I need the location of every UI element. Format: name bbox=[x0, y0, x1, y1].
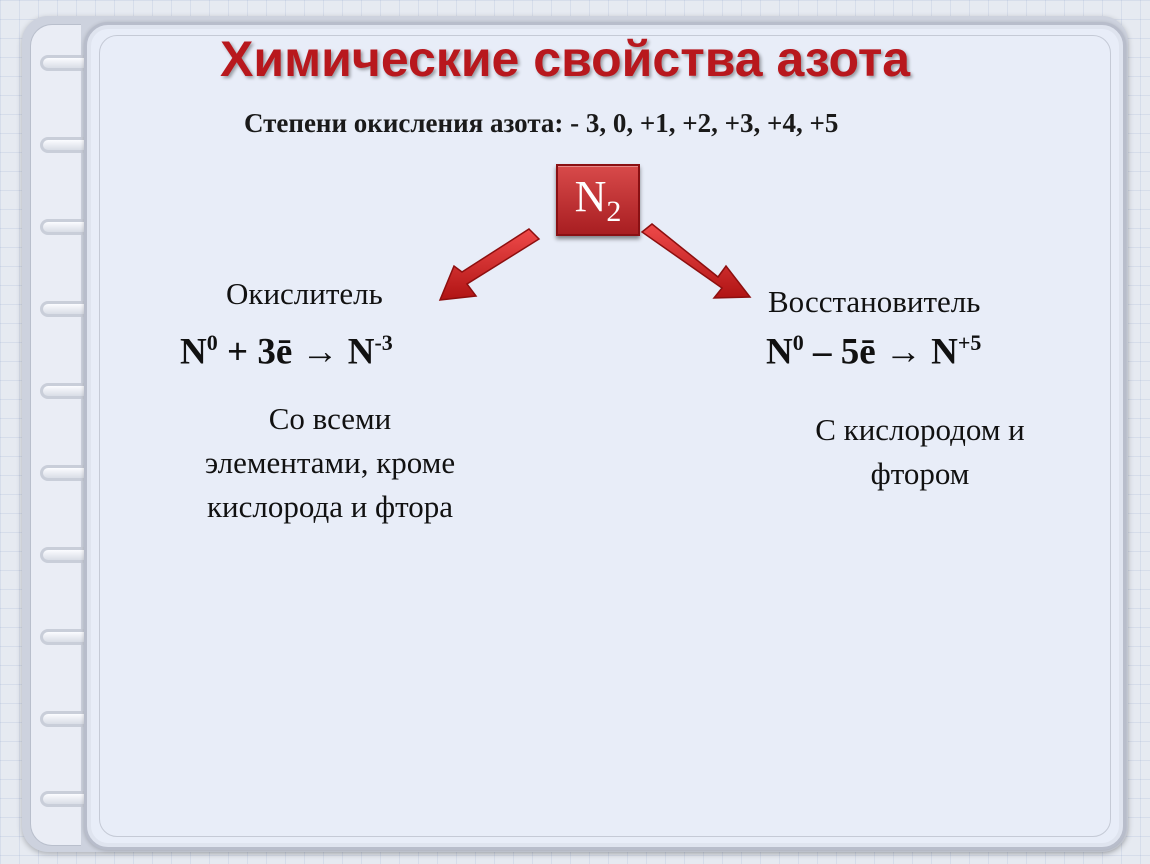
reducer-label: Восстановитель bbox=[768, 284, 981, 319]
n2-symbol: N bbox=[574, 172, 607, 221]
arrow-right-icon bbox=[642, 224, 750, 298]
slide-title: Химические свойства азота bbox=[220, 31, 911, 87]
reducer-equation: $N^0$ – 5ē → $N^{+5}$ bbox=[766, 330, 982, 373]
oxidation-states-text: Степени окисления азота: - 3, 0, +1, +2, +3, +4, +5 bbox=[244, 108, 839, 138]
oxidizer-note: Со всеми элементами, кроме кислорода и фтора bbox=[204, 401, 456, 524]
arrow-left-icon bbox=[440, 229, 539, 300]
oxidizer-label: Окислитель bbox=[226, 276, 383, 311]
reducer-note: С кислородом и фтором bbox=[815, 412, 1025, 491]
oxidizer-equation: $N^0$ + 3ē → $N^{-3}$ bbox=[180, 330, 393, 373]
n2-subscript: 2 bbox=[606, 194, 622, 228]
